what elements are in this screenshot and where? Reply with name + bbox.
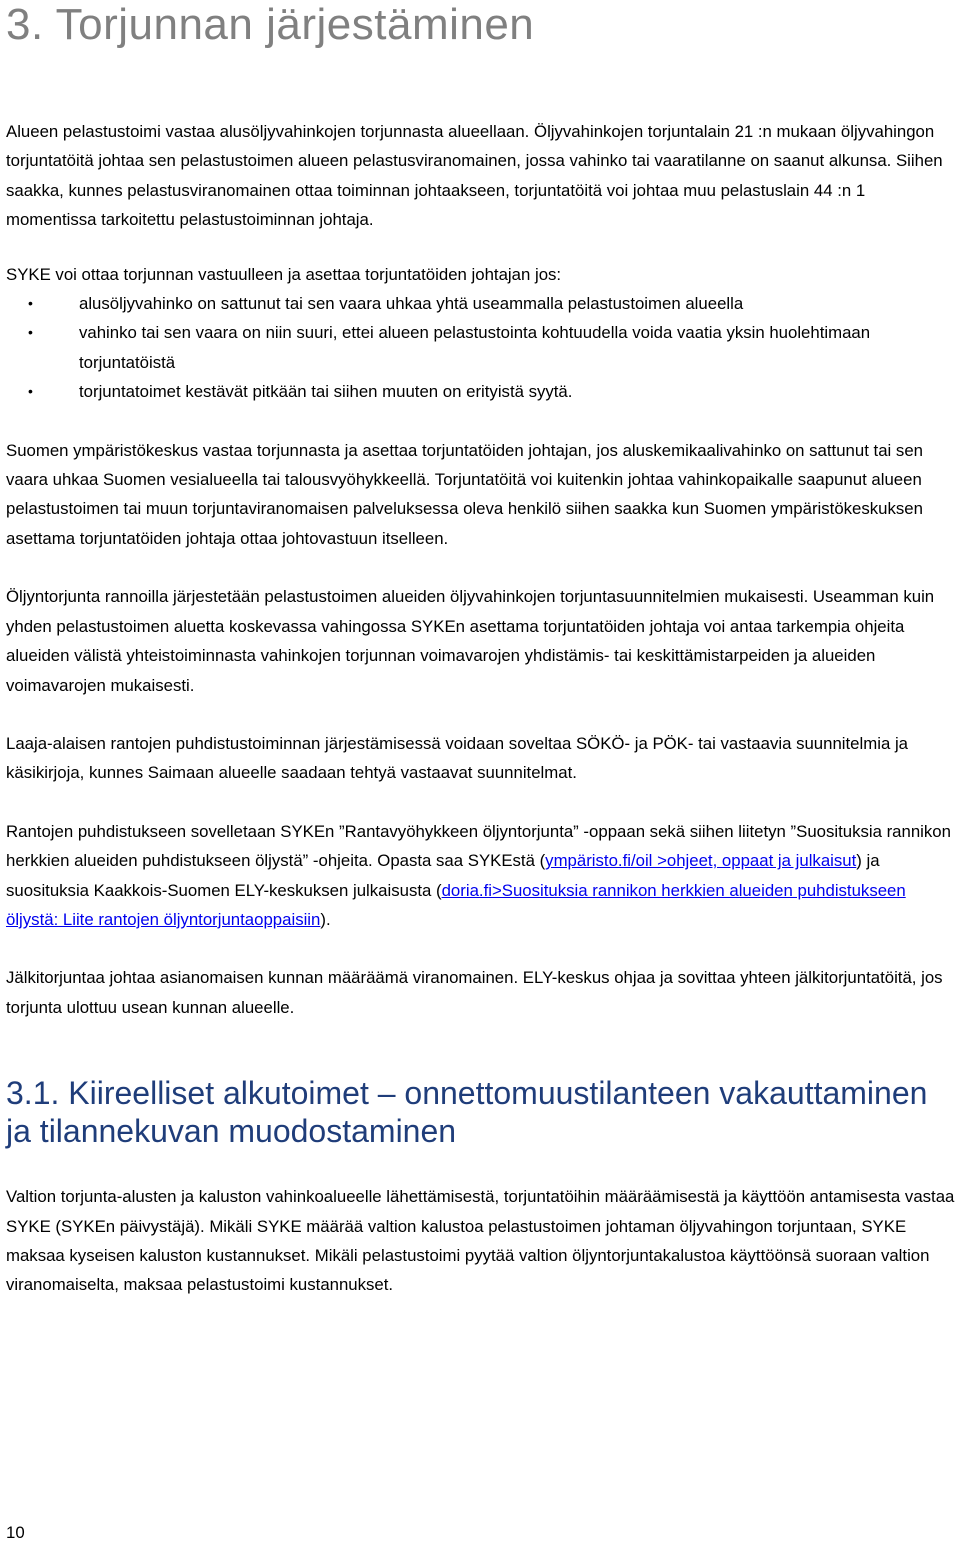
bullet-icon: • (28, 324, 33, 341)
paragraph-aftercare: Jälkitorjuntaa johtaa asianomaisen kunnan määräämä viranomainen. ELY-keskus ohjaa ja sovittaa yhteen jälkitorjuntatöitä, jos torjunta ulottuu usean kunnan alueelle. (6, 968, 943, 1017)
page-number: 10 (6, 1523, 25, 1542)
conditions-list (6, 289, 956, 407)
paragraph-responsibility: Alueen pelastustoimi vastaa alusöljyvahinkojen torjunnasta alueellaan. Öljyvahinkojen torjuntalain 21 :n mukaan öljyvahingon torjuntatöitä johtaa sen pelastustoimen alueen pelastusviranomainen, jossa vahinko tai vaaratilanne on saanut alkunsa. Siihen saakka, kunnes pelastusviranomainen ottaa toiminnan johtaakseen, torjuntatöitä voi johtaa muu pelastuslain 44 :n 1 momentissa tarkoitettu pelastustoiminnan johtaja. (6, 122, 943, 230)
paragraph-state-equipment: Valtion torjunta-alusten ja kaluston vahinkoalueelle lähettämisestä, torjuntatöihin määräämisestä ja käyttöön antamisesta vastaa SYKE (SYKEn päivystäjä). Mikäli SYKE määrää valtion kalustoa pelastustoimen johtaman öljyvahingon torjuntaan, SYKE maksaa kyseisen kaluston kustannukset. Mikäli pelastustoimi pyytää valtion öljyntorjuntakalustoa käyttöönsä suoraan valtion viranomaiselta, maksaa pelastustoimi kustannukset. (6, 1187, 955, 1295)
document-page (6, 0, 956, 1300)
guides-text-a: Rantojen puhdistukseen sovelletaan SYKEn ”Rantavyöhykkeen öljyntorjunta” -oppaan sekä siihen liitetyn ”Suosituksia rannikon herkkien alueiden puhdistukseen öljystä” -ohjeita. Opasta saa SYKEstä ( (6, 821, 951, 871)
paragraph-syke-conditions: SYKE voi ottaa torjunnan vastuulleen ja asettaa torjuntatöiden johtajan jos: (6, 264, 562, 284)
list-item (6, 289, 956, 318)
bullet-icon: • (28, 295, 33, 312)
list-item-text: vahinko tai sen vaara on niin suuri, ettei alueen pelastustointa kohtuudella voida vaatia yksin huolehtimaan torjuntatöistä (79, 323, 871, 372)
paragraph-large-scale-cleanup: Laaja-alaisen rantojen puhdistustoiminnan järjestämisessä voidaan soveltaa SÖKÖ- ja PÖK- tai vastaavia suunnitelmia ja käsikirjoja, kunnes Saimaan alueelle saadaan tehtyä vastaavat suunnitelmat. (6, 733, 909, 783)
section-heading: 3.1. Kiireelliset alkutoimet – onnettomuustilanteen vakauttaminen ja tilannekuvan muodostaminen (6, 1075, 928, 1150)
list-item-text: alusöljyvahinko on sattunut tai sen vaara uhkaa yhtä useammalla pelastustoimen alueella (79, 294, 744, 314)
link-ymparisto[interactable]: ympäristo.fi/oil >ohjeet, oppaat ja julkaisut (545, 851, 857, 871)
paragraph-shore-response: Öljyntorjunta rannoilla järjestetään pelastustoimen alueiden öljyvahinkojen torjuntasuunnitelmien mukaisesti. Useamman kuin yhden pelastustoimen aluetta koskevassa vahingossa SYKEn asettama torjuntatöiden johtaja voi antaa tarkempia ohjeita alueiden välistä yhteistoiminnasta vahinkojen torjunnan voimavarojen yhdistämis- tai keskittämistarpeiden ja alueiden voimavarojen mukaisesti. (6, 587, 935, 695)
list-item (6, 318, 956, 377)
list-item-text: torjuntatoimet kestävät pitkään tai siihen muuten on erityistä syytä. (79, 382, 573, 402)
list-item (6, 377, 956, 406)
guides-text-b: ) ja suosituksia Kaakkois-Suomen ELY-keskuksen julkaisusta ( (6, 851, 880, 900)
page-title: 3. Torjunnan järjestäminen (6, 0, 535, 49)
guides-text-c: ). (320, 909, 331, 929)
paragraph-chemical-spill: Suomen ympäristökeskus vastaa torjunnasta ja asettaa torjuntatöiden johtajan, jos aluskemikaalivahinko on sattunut tai sen vaara uhkaa Suomen vesialueella tai talousvyöhykkeellä. Torjuntatöitä voi kuitenkin johtaa vahinkopaikalle saapunut alueen pelastustoimen tai muun torjuntaviranomaisen palveluksessa oleva henkilö siihen saakka kun Suomen ympäristökeskuksen asettama torjuntatöiden johtaja ottaa johtovastuun itselleen. (6, 440, 923, 548)
bullet-icon: • (28, 383, 33, 400)
paragraph-guides (6, 817, 956, 935)
link-doria[interactable]: doria.fi>Suosituksia rannikon herkkien alueiden puhdistukseen öljystä: Liite rantojen öljyntorjuntaoppaisiin (6, 880, 906, 929)
